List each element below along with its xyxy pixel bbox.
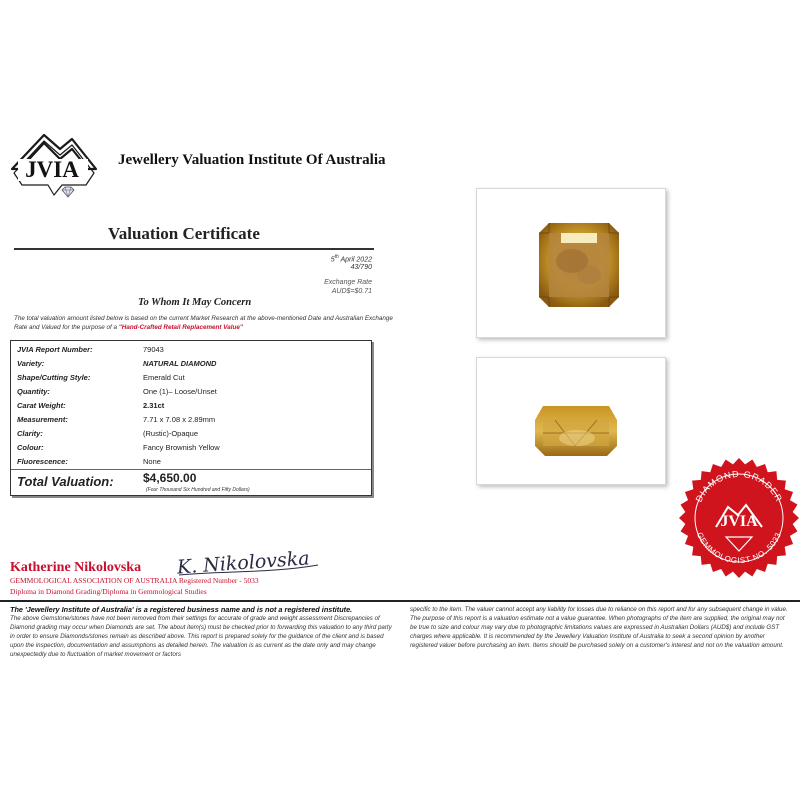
disclaimer-headline: The 'Jewellery Institute of Australia' is a registered business name and is not a registered institute.: [10, 605, 353, 614]
emerald-cut-top-view: [477, 189, 667, 339]
detail-row: Quantity: One (1)– Loose/Unset: [17, 387, 217, 396]
appraiser-signature: [173, 545, 323, 579]
total-valuation-amount: $4,650.00: [143, 471, 197, 485]
total-valuation-words: (Four Thousand Six Hundred and Fifty Dollars): [146, 487, 250, 493]
certificate-date: 5th April 2022: [330, 254, 372, 264]
stone-photo-top-view: [476, 188, 666, 338]
appraiser-diploma: Diploma in Diamond Grading/Diploma in Gemmological Studies: [10, 587, 207, 596]
stone-photo-side-view: [476, 357, 666, 485]
diamond-grader-seal: [676, 455, 800, 581]
jvia-logo: [8, 127, 100, 207]
association-registration: GEMMOLOGICAL ASSOCIATION OF AUSTRALIA Registered Number - 5033: [10, 576, 259, 585]
detail-row: Measurement: 7.71 x 7.08 x 2.89mm: [17, 415, 216, 424]
total-valuation-label: Total Valuation:: [17, 474, 114, 489]
svg-text:JVIA: JVIA: [720, 513, 758, 530]
certificate-title: Valuation Certificate: [108, 224, 260, 243]
total-valuation-row: [11, 469, 371, 495]
detail-row: Carat Weight: 2.31ct: [17, 401, 165, 410]
appraiser-name: Katherine Nikolovska: [10, 560, 142, 575]
valuation-purpose: "Hand-Crafted Retail Replacement Value": [118, 324, 243, 331]
disclaimer-left-text: The above Gemstone/stones have not been removed from their settings for accurate of grade and weight assessment Discrepancies of Diamond grading may occur when Diamonds are set. The about item(s) must be checked prior to forwarding this valuation to any third party in order to ensure Diamonds/stones remain as described above. This report is prepared solely for the guidance of the client and is based upon the inspection, documentation and assumptions as detailed herein. The valuation is as current as the date only and may change unexpectedly due to fluctuation of market movement or factors: [10, 615, 392, 658]
disclaimer-right-text: specific to the item. The valuer cannot accept any liability for losses due to reliance on this report and for any subsequent change in value. The purpose of this report is a valuation estimate not a value guarantee. When photographs of the item are supplied, the original may not be true to size and colour may vary due to photographic limitations values are expressed in Australian Dollars (AUD$) and include GST charges where applicable. It is recommended by the Jewellery Valuation Institute of Australia to seek a second opinion by another registered valuer before purchasing an item. Items should be purchased solely on a customer's interest and not on the valuation amount.: [410, 606, 788, 649]
svg-text:K. Nikolovska: K. Nikolovska: [176, 547, 311, 579]
exchange-rate-value: AUD$=$0.71: [331, 288, 372, 295]
logo-text: JVIA: [25, 157, 79, 182]
diamond-grader-seal-icon: [679, 458, 799, 578]
details-table: [10, 340, 372, 496]
institute-name: Jewellery Valuation Institute Of Australia: [118, 152, 386, 168]
detail-row: Clarity: (Rustic)-Opaque: [17, 429, 199, 438]
detail-row: Shape/Cutting Style: Emerald Cut: [17, 373, 185, 382]
title-divider: [14, 248, 374, 250]
detail-row: Colour: Fancy Brownish Yellow: [17, 443, 220, 452]
intro-paragraph: The total valuation amount listed below is based on the current Market Research at the above-mentioned Date and Australian Exchange Rate and Valued for the purpose of a "Hand-Crafted Retail Replacement Value": [14, 315, 393, 331]
emerald-cut-side-view: [477, 358, 667, 486]
certificate-reference: 43/790: [350, 264, 372, 271]
svg-text:DIAMOND GRADER: DIAMOND GRADER: [693, 468, 785, 504]
disclaimer-left: [10, 605, 392, 659]
svg-text:GEMMOLOGIST NO. 5033: GEMMOLOGIST NO. 5033: [694, 530, 784, 566]
salutation: To Whom It May Concern: [138, 297, 252, 308]
detail-row: Fluorescence: None: [17, 457, 161, 466]
footer-divider: [0, 600, 800, 602]
exchange-rate-label: Exchange Rate: [324, 279, 372, 286]
detail-row: Variety: NATURAL DIAMOND: [17, 359, 217, 368]
detail-row: JVIA Report Number: 79043: [17, 345, 164, 354]
